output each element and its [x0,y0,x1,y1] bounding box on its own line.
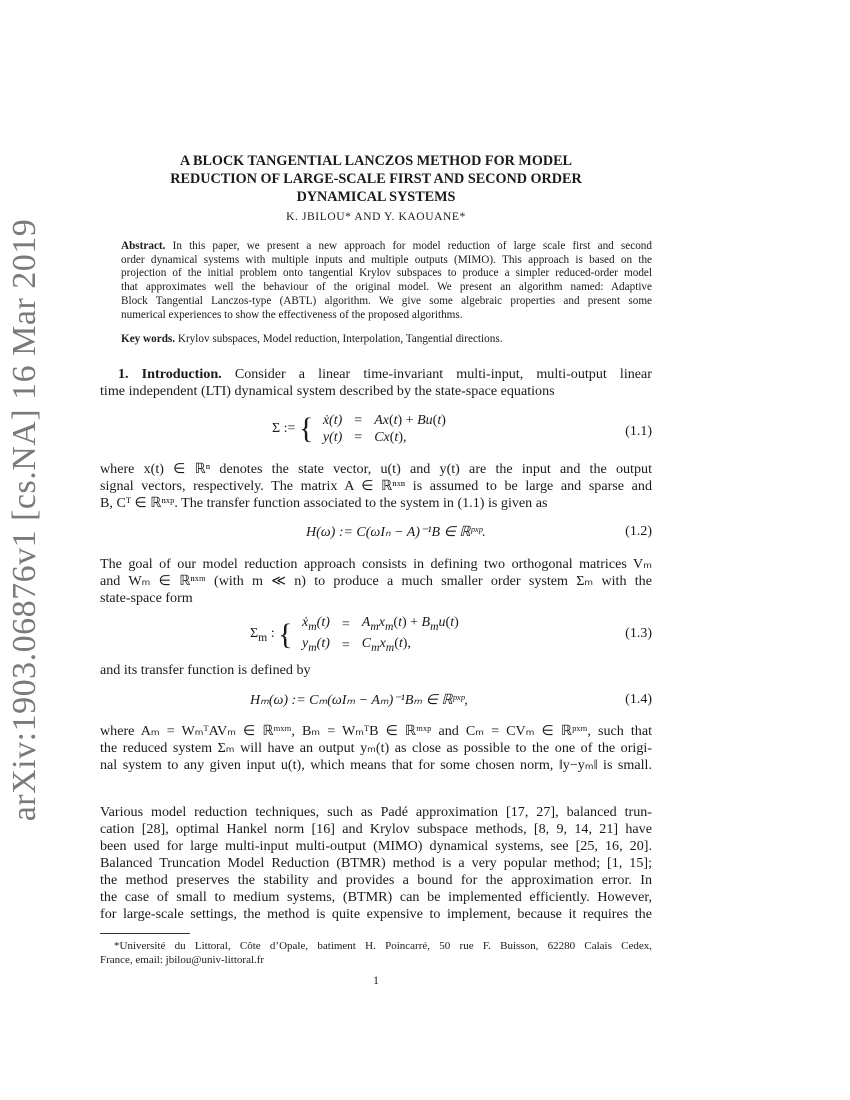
paragraph-line: signal vectors, respectively. The matrix A ∈ ℝⁿˣⁿ is assumed to be large and sparse and [100,478,652,494]
page-number: 1 [373,975,379,987]
paragraph-line: the case of small to medium systems, (BTMR) can be implemented efficiently. However, [100,889,652,905]
paragraph [100,556,652,607]
abstract-line: Block Tangential Lanczos-type (ABTL) algorithm. We give some algebraic properties and present some [121,294,652,307]
title-line: A BLOCK TANGENTIAL LANCZOS METHOD FOR MODEL [179,153,573,169]
arxiv-identifier: arXiv:1903.06876v1 [cs.NA] 16 Mar 2019 [6,218,43,822]
paragraph-line: B, Cᵀ ∈ ℝⁿˣᵖ. The transfer function associated to the system in (1.1) is given as [100,495,548,511]
equation-number: (1.4) [625,692,652,707]
keywords-text: Krylov subspaces, Model reduction, Interpolation, Tangential directions. [177,333,503,345]
paragraph-line: cation [28], optimal Hankel norm [16] and Krylov subspace methods, [8, 9, 14, 21] have [100,821,652,837]
transfer-function: H(ω) := C(ωIₙ − A)⁻¹B ∈ ℝᵖˣᵖ. [306,525,486,540]
reduced-transfer-function: Hₘ(ω) := Cₘ(ωIₘ − Aₘ)⁻¹Bₘ ∈ ℝᵖˣᵖ, [250,693,468,708]
authors: K. JBILOU* AND Y. KAOUANE* [286,211,466,223]
section-heading: 1. Introduction. [118,366,222,382]
abstract-line: In this paper, we present a new approach for model reduction of large scale first and second [172,240,652,252]
paragraph-line: and its transfer function is defined by [100,662,311,678]
paragraph-line: Balanced Truncation Model Reduction (BTMR) method is a very popular method; [1, 15]; [100,855,652,871]
abstract-line: that approximates well the behaviour of the original model. We present an algorithm named: Adaptive [121,281,652,294]
intro-line: Consider a linear time-invariant multi-input, multi-output linear [234,366,653,382]
footnote [100,939,652,967]
equation-number: (1.1) [625,424,652,439]
paragraph [100,461,652,512]
paragraph-line: Various model reduction techniques, such as Padé approximation [17, 27], balanced trun- [100,804,652,820]
introduction [100,366,652,400]
footnote-line: France, email: jbilou@univ-littoral.fr [100,954,265,966]
paragraph [100,723,652,774]
abstract-line: numerical experiences to show the effectiveness of the proposed algorithms. [121,308,463,321]
abstract-line: projection of the initial problem onto tangential Krylov subspaces to produce a simpler reduced-order model [121,267,652,280]
abstract-line: order dynamical systems with multiple inputs and multiple outputs (MIMO). This approach is based on the [121,253,652,266]
equation-1-1: Σ := { ẋ(t) = Ax(t) + Bu(t) y(t) = Cx(t), (1.1) [272,412,652,445]
paragraph-line: and Wₘ ∈ ℝⁿˣᵐ (with m ≪ n) to produce a much smaller order system Σₘ with the [100,573,652,589]
footnote-line: *Université du Littoral, Côte d’Opale, batiment H. Poincarré, 50 rue F. Buisson, 62280 Calais Cedex, [114,940,652,952]
paragraph-line: nal system to any given input u(t), which means that for some chosen norm, ‖y−yₘ‖ is small. [100,757,652,773]
paper-title [100,152,652,206]
equation-1-3: $\Sigma_m$ : { ẋ$_m$(t) = $A_mx_m(t) + B_mu(t)$ $y_m(t)$ = $C_mx_m(t)$, (1.3) [250,615,652,654]
paragraph-line: where Aₘ = WₘᵀAVₘ ∈ ℝᵐˣᵐ, Bₘ = WₘᵀB ∈ ℝᵐˣᵖ and Cₘ = CVₘ ∈ ℝᵖˣᵐ, such that [100,723,652,739]
intro-line: time independent (LTI) dynamical system described by the state-space equations [100,383,555,399]
title-line: REDUCTION OF LARGE-SCALE FIRST AND SECOND ORDER [170,171,582,187]
equation-number: (1.3) [625,626,652,641]
paragraph [100,804,652,923]
equation-number: (1.2) [625,524,652,539]
paragraph-line: for large-scale settings, the method is quite expensive to implement, because it requires the [100,906,652,922]
title-line: DYNAMICAL SYSTEMS [296,189,456,205]
keywords-label: Key words. [121,333,176,345]
footnote-divider [100,933,190,934]
keywords [121,333,652,345]
paragraph-line: The goal of our model reduction approach consists in defining two orthogonal matrices Vₘ [100,556,652,572]
paragraph-line: where x(t) ∈ ℝⁿ denotes the state vector, u(t) and y(t) are the input and the output [100,461,652,477]
abstract [121,240,652,322]
paragraph-line: been used for large multi-input multi-output (MIMO) dynamical systems, see [25, 16, 20]. [100,838,652,854]
abstract-label: Abstract. [121,240,166,252]
paragraph-line: the method preserves the stability and provides a bound for the approximation error. In [100,872,652,888]
paragraph-line: state-space form [100,590,193,606]
paragraph [100,662,652,679]
arxiv-stamp [0,218,50,822]
paragraph-line: the reduced system Σₘ will have an output yₘ(t) as close as possible to the one of the origi- [100,740,652,756]
